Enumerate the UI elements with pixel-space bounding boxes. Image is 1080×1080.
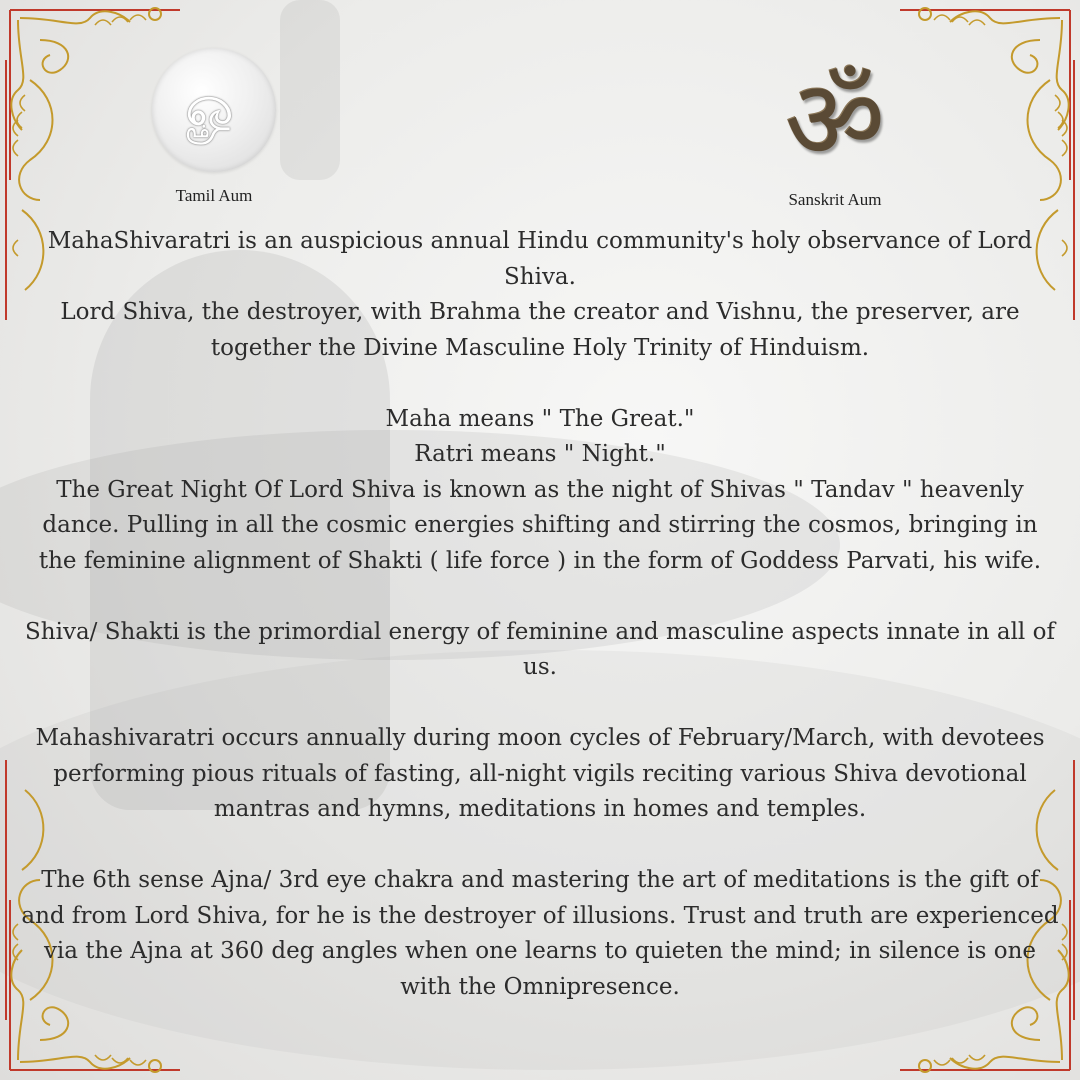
- sanskrit-aum-icon: ॐ: [784, 56, 886, 184]
- tamil-aum-label: Tamil Aum: [175, 186, 253, 205]
- maha-meaning: Maha means " The Great.": [385, 405, 695, 432]
- paragraph-intro-line-2: Lord Shiva, the destroyer, with Brahma the creator and Vishnu, the preserver, are together the Divine Masculine Holy Trinity of Hinduism.: [60, 299, 1020, 361]
- tamil-aum-emblem: [150, 48, 278, 206]
- background-highlight: [280, 0, 340, 180]
- great-night-paragraph: The Great Night Of Lord Shiva is known as the night of Shivas " Tandav " heavenly dance. Pulling in all the cosmic energies shifting and stirring the cosmos, bringing in the feminine alignment of Shakti ( life force ) in the form of Goddess Parvati, his wife.: [38, 476, 1042, 574]
- sanskrit-aum-label: Sanskrit Aum: [788, 190, 882, 209]
- ajna-paragraph: The 6th sense Ajna/ 3rd eye chakra and mastering the art of meditations is the gift of and from Lord Shiva, for he is the destroyer of illusions. Trust and truth are experienced via the Ajna at 360 deg angles when one learns to quieten the mind; in silence is one with the Omnipresence.: [21, 867, 1059, 1000]
- tamil-aum-icon: ௐ: [185, 72, 243, 140]
- tamil-aum-disc: [152, 48, 276, 172]
- ratri-meaning: Ratri means " Night.": [414, 441, 666, 467]
- observance-paragraph: Mahashivaratri occurs annually during moon cycles of February/March, with devotees performing pious rituals of fasting, all-night vigils reciting various Shiva devotional mantras and hymns, meditations in homes and temples.: [35, 725, 1045, 822]
- main-text: [20, 224, 1060, 1005]
- sanskrit-aum-emblem: [760, 56, 910, 210]
- shiva-shakti-paragraph: Shiva/ Shakti is the primordial energy of feminine and masculine aspects innate in all of us.: [25, 618, 1055, 680]
- paragraph-intro-line-1: MahaShivaratri is an auspicious annual Hindu community's holy observance of Lord Shiva.: [47, 228, 1033, 290]
